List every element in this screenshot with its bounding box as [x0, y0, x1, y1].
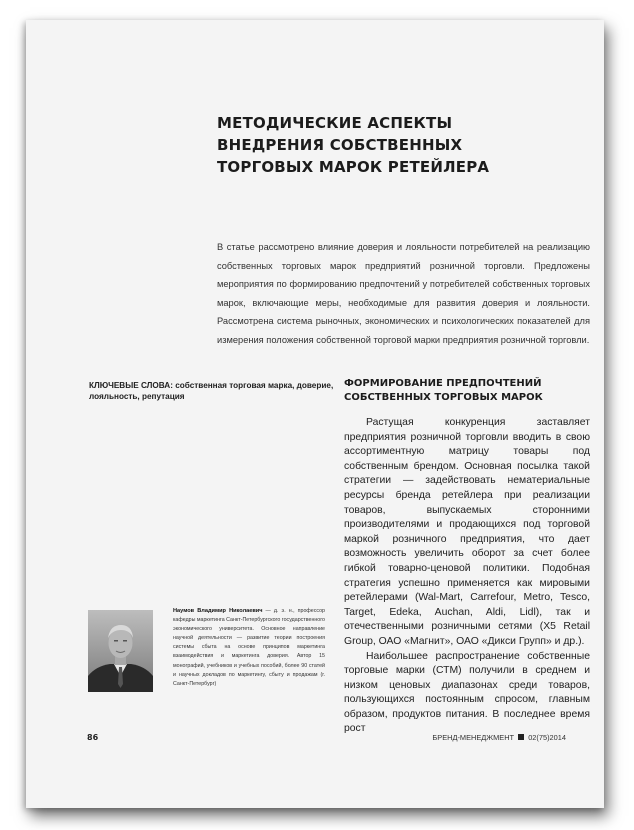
article-title: МЕТОДИЧЕСКИЕ АСПЕКТЫ ВНЕДРЕНИЯ СОБСТВЕННЫХ ТОРГОВЫХ МАРОК РЕТЕЙЛЕРА [217, 114, 490, 176]
journal-footer [432, 733, 566, 742]
author-photo [88, 610, 153, 692]
article-abstract: В статье рассмотрено влияние доверия и лояльности потребителей на реализацию собственных торговых марок предприятий розничной торговли. Предложены мероприятия по формированию предпочтений у потребителей собственных торговых марок, включающие меры, необходимые для развития доверия и лояльности. Рассмотрена система рыночных, экономических и психологических показателей для измерения положения собственной торговой марки предприятия розничной торговли. [217, 242, 590, 345]
author-bio-text: — д. э. н., профессор кафедры маркетинга Санкт-Петербургского государственного экономического университета. Основное направление научной деятельности — развитие теории построения системы сбыта на основе принципов маркетинга взаимодействия и маркетинга доверия. Автор 15 монографий, учебников и учебных пособий, более 90 статей и научных докладов по маркетингу, сбыту и продажам (г. Санкт-Петербург) [173, 608, 325, 687]
article-body [344, 416, 590, 737]
author-bio [173, 607, 325, 689]
page-number: 86 [87, 733, 99, 742]
journal-issue: 02(75)2014 [528, 733, 566, 742]
body-paragraph: Наибольшее распространение собственные торговые марки (СТМ) получили в среднем и низком ценовых диапазонах среди товаров, пользующихся постоянным спросом, главным образом, продуктов питания. В последнее время рост [344, 650, 590, 735]
journal-name: БРЕНД-МЕНЕДЖМЕНТ [432, 733, 515, 742]
body-paragraph: Растущая конкуренция заставляет предприятия розничной торговли вводить в свою ассортиментную матрицу товары под собственным брендом. Основная посылка такой стратегии — задействовать нематериальные ресурсы бренда ретейлера при реализации товаров, выпускаемых сторонними производителями и продающихся под торговой маркой розничного предприятия, что дает возможность увеличить оборот за счет более гибкой товарно-ценовой политики. Подобная стратегия успешно применяется как мировыми ретейлерами (Wal-Mart, Carrefour, Metro, Tesco, Target, Edeka, Auchan, Aldi, Lidl), так и отечественными розничными сетями (X5 Retail Group, ОАО «Магнит», ОАО «Дикси Групп» и др.). [344, 417, 590, 647]
magazine-page [26, 20, 604, 808]
square-bullet-icon [518, 734, 524, 740]
author-name: Наумов Владимир Николаевич [173, 608, 263, 614]
section-title: ФОРМИРОВАНИЕ ПРЕДПОЧТЕНИЙ СОБСТВЕННЫХ ТОРГОВЫХ МАРОК [344, 378, 543, 403]
keywords: КЛЮЧЕВЫЕ СЛОВА: собственная торговая марка, доверие, лояльность, репутация [89, 381, 334, 401]
